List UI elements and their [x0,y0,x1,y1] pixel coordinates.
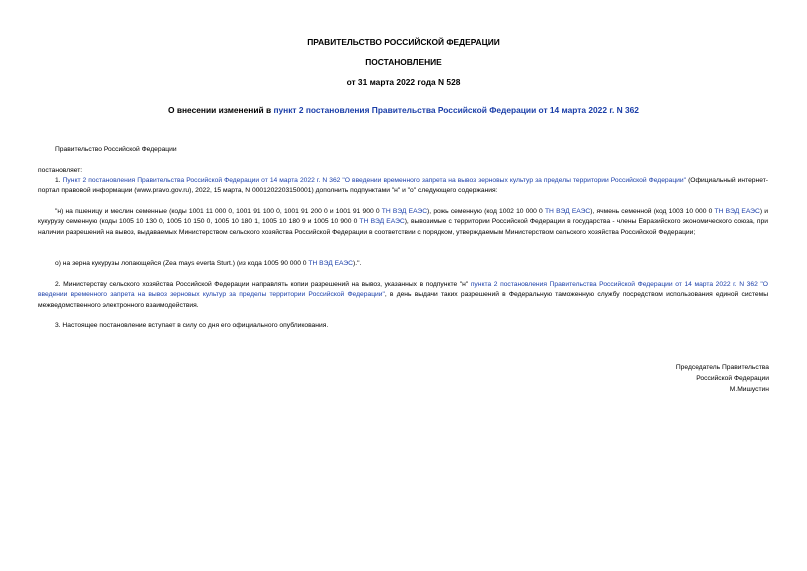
subparagraph-n-text-1: "н) на пшеницу и меслин семенные (коды 1001 11 000 0, 1001 91 100 0, 1001 91 200 0 и 1001 91 900 0 [55,208,382,215]
paragraph-1-text: (Официальный интернет-портал правовой информации (www.pravo.gov.ru), 2022, 15 марта, N 0001202203150001) дополнить подпунктами "н" и "о" следующего содержания: [38,177,769,195]
subparagraph-n [38,207,768,238]
subparagraph-n-text-4: ) и кукурузу семенную (коды 1005 10 130 0, 1005 10 150 0, 1005 10 180 1, 1005 10 180 9 и 1005 10 900 0 [38,208,768,226]
subparagraph-n-text-2: ), рожь семенную (код 1002 10 000 0 [427,208,545,215]
signature-position: Председатель Правительства [675,364,769,371]
signature-block [676,362,769,395]
subparagraph-o-text-1: о) на зерна кукурузы лопающейся (Zea mays everta Sturt.) (из кода 1005 90 000 0 [55,260,309,267]
document-type: ПОСТАНОВЛЕНИЕ [365,57,442,67]
title-prefix: О внесении изменений в [168,105,274,115]
signature-organization: Российской Федерации [696,375,769,382]
signature-name: М.Мишустин [729,386,769,393]
paragraph-2-link[interactable]: пункта 2 постановления Правительства Российской Федерации от 14 марта 2022 г. N 362 "О введении временного запрета на вывоз зерновых культур за пределы территории Российской Федерации" [38,281,768,299]
subparagraph-o-text-2: ).". [353,260,362,267]
subparagraph-o [55,259,361,269]
tn-ved-link-1[interactable]: ТН ВЭД ЕАЭС [381,208,428,215]
paragraph-2 [38,280,768,311]
tn-ved-link-4[interactable]: ТН ВЭД ЕАЭС [359,218,405,226]
paragraph-2-text-2: , в день выдачи таких разрешений в Федеральную таможенную службу посредством использования единой системы межведомственного электронного взаимодействия. [38,291,769,309]
title-link[interactable]: пункт 2 постановления Правительства Российской Федерации от 14 марта 2022 г. N 362 [273,105,639,115]
decrees-line: постановляет: [38,167,83,174]
paragraph-3: 3. Настоящее постановление вступает в силу со дня его официального опубликования. [55,322,329,329]
paragraph-2-text-1: 2. Министерству сельского хозяйства Российской Федерации направлять копии разрешений на вывоз, указанных в подпункте "н" [55,281,471,288]
tn-ved-link-3[interactable]: ТН ВЭД ЕАЭС [714,208,760,215]
tn-ved-link-5[interactable]: ТН ВЭД ЕАЭС [308,260,354,267]
paragraph-1-link[interactable]: Пункт 2 постановления Правительства Российской Федерации от 14 марта 2022 г. N 362 "О введении временного запрета на вывоз зерновых культур за пределы территории Российской Федерации" [62,177,687,184]
subparagraph-n-text-5: ), вывозимые с территории Российской Федерации в государства - члены Евразийского экономического союза, при наличии разрешений на вывоз, выдаваемых Министерством сельского хозяйства Российской Федерации в соответствии с порядком, утверждаемым Министерством сельского хозяйства Российской Федерации; [38,218,768,236]
paragraph-1-number: 1. [55,177,63,184]
subparagraph-n-text-3: ), ячмень семенной (код 1003 10 000 0 [590,208,715,215]
paragraph-1 [38,176,768,197]
government-heading: ПРАВИТЕЛЬСТВО РОССИЙСКОЙ ФЕДЕРАЦИИ [307,37,500,47]
document-date-number: от 31 марта 2022 года N 528 [346,77,461,87]
government-line: Правительство Российской Федерации [55,146,177,153]
document-title [0,105,807,115]
tn-ved-link-2[interactable]: ТН ВЭД ЕАЭС [544,208,591,215]
